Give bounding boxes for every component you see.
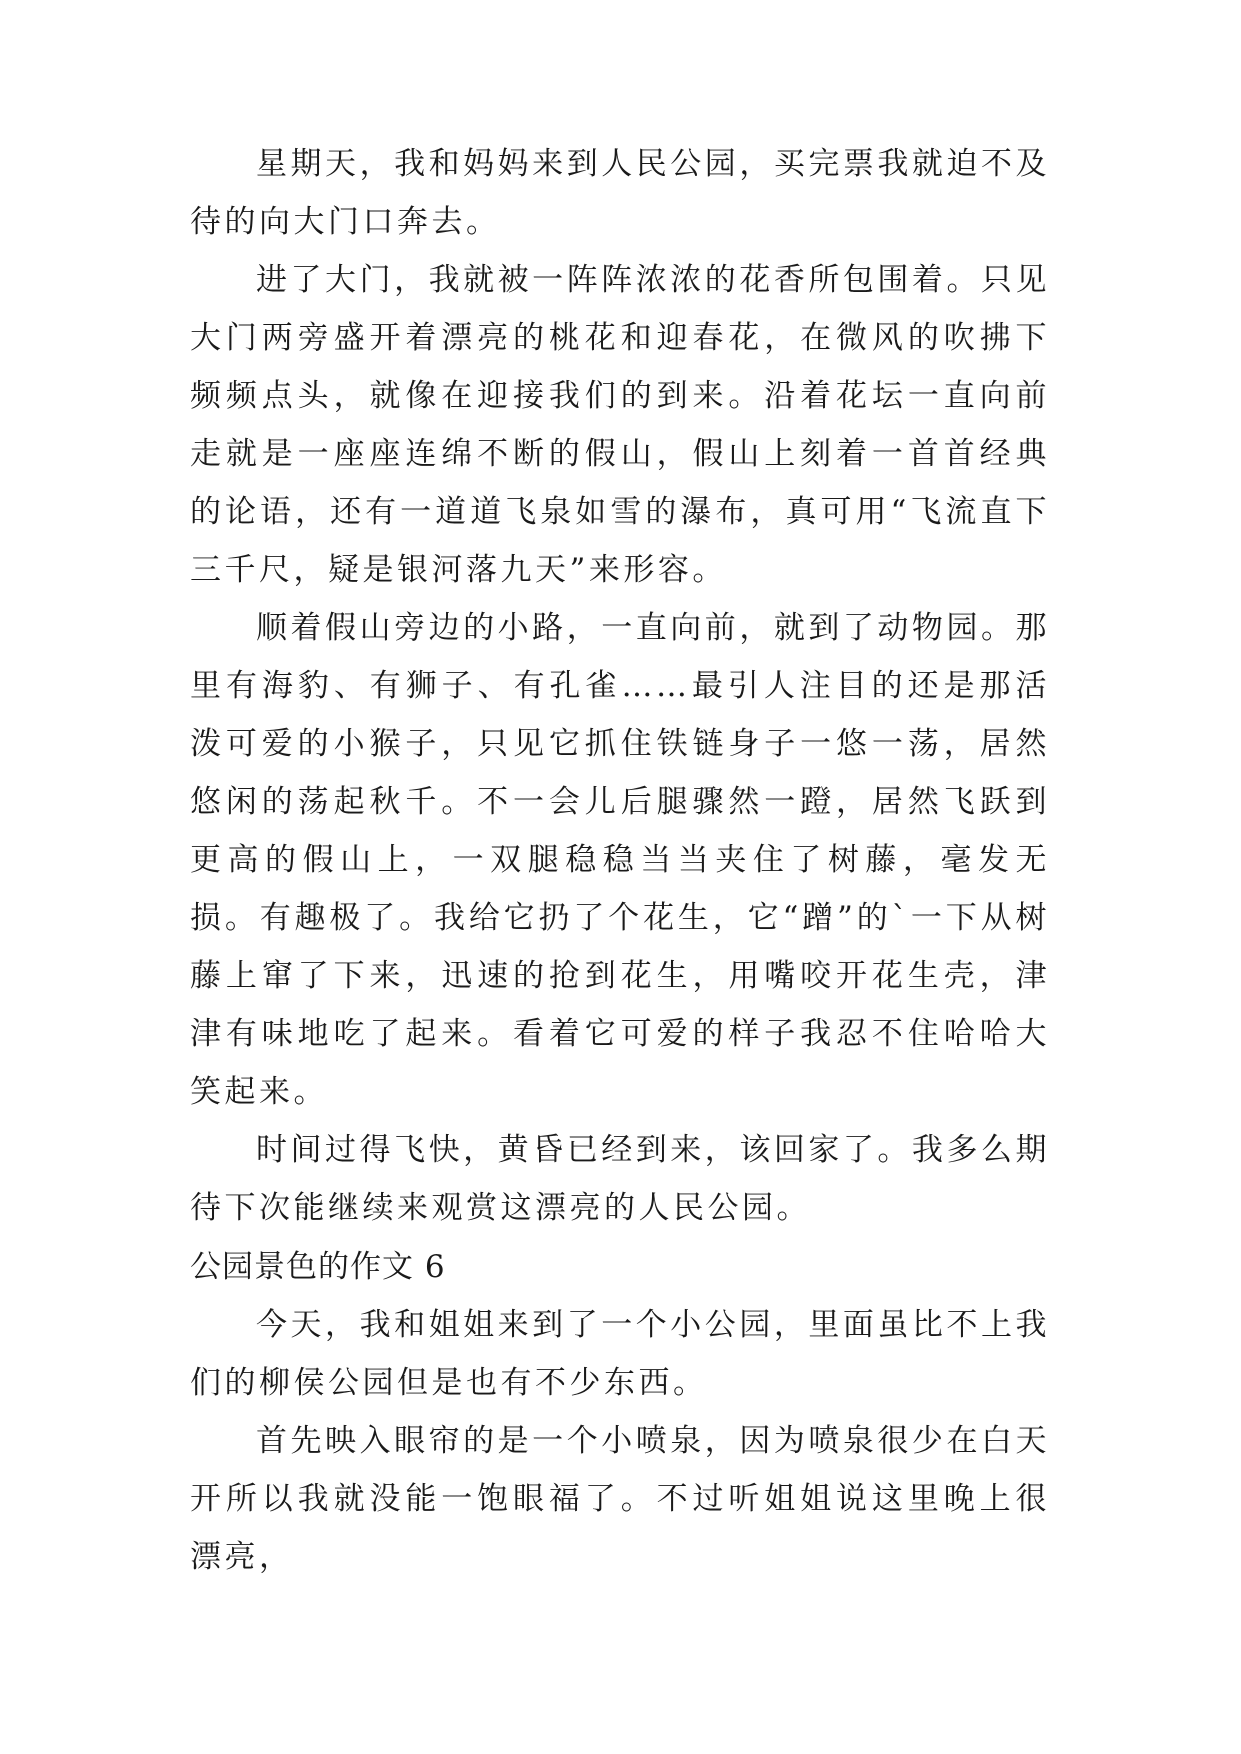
- paragraph-6: 首先映入眼帘的是一个小喷泉，因为喷泉很少在白天开所以我就没能一饱眼福了。不过听姐姐说这里晚上很漂亮，: [190, 1423, 1050, 1575]
- essay-body-part2: [190, 1296, 1050, 1586]
- paragraph-5: 今天，我和姐姐来到了一个小公园，里面虽比不上我们的柳侯公园但是也有不少东西。: [190, 1307, 1050, 1401]
- paragraph-1: 星期天，我和妈妈来到人民公园，买完票我就迫不及待的向大门口奔去。: [190, 146, 1050, 240]
- essay-body-part1: [190, 135, 1050, 1237]
- section-title: 公园景色的作文 6: [190, 1249, 446, 1285]
- paragraph-3: 顺着假山旁边的小路，一直向前，就到了动物园。那里有海豹、有狮子、有孔雀……最引人注目的还是那活泼可爱的小猴子，只见它抓住铁链身子一悠一荡，居然悠闲的荡起秋千。不一会儿后腿骤然一蹬，居然飞跃到更高的假山上，一双腿稳稳当当夹住了树藤，毫发无损。有趣极了。我给它扔了个花生，它“蹭”的`一下从树藤上窜了下来，迅速的抢到花生，用嘴咬开花生壳，津津有味地吃了起来。看着它可爱的样子我忍不住哈哈大笑起来。: [190, 610, 1050, 1110]
- paragraph-2: 进了大门，我就被一阵阵浓浓的花香所包围着。只见大门两旁盛开着漂亮的桃花和迎春花，在微风的吹拂下频频点头，就像在迎接我们的到来。沿着花坛一直向前走就是一座座连绵不断的假山，假山上刻着一首首经典的论语，还有一道道飞泉如雪的瀑布，真可用“飞流直下三千尺，疑是银河落九天”来形容。: [190, 262, 1050, 588]
- paragraph-4: 时间过得飞快，黄昏已经到来，该回家了。我多么期待下次能继续来观赏这漂亮的人民公园。: [190, 1132, 1050, 1226]
